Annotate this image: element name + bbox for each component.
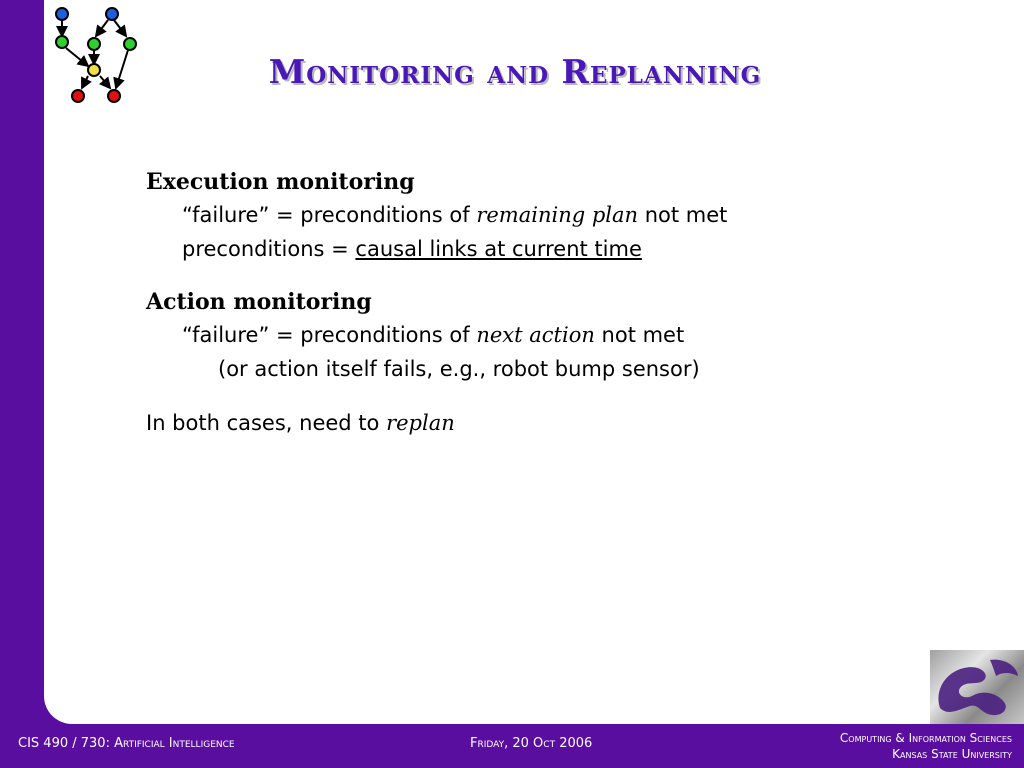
- execution-failure-line: [146, 198, 906, 232]
- footer-institution: [840, 730, 1012, 762]
- conclusion-line: [146, 406, 906, 440]
- footer-date: Friday, 20 Oct 2006: [470, 736, 593, 751]
- footer-course: CIS 490 / 730: Artificial Intelligence: [18, 736, 235, 751]
- slide-content: [146, 166, 906, 440]
- replan-term: replan: [386, 411, 455, 435]
- powercat-logo-icon: [930, 650, 1024, 724]
- conclusion-text: In both cases, need to: [146, 411, 387, 435]
- remaining-plan-term: remaining plan: [476, 203, 639, 227]
- graph-logo-icon: [48, 4, 140, 108]
- action-itself-fails-line: (or action itself fails, e.g., robot bump sensor): [218, 357, 700, 381]
- action-failure-suffix: not met: [594, 323, 685, 347]
- action-failure-line: [146, 318, 906, 352]
- left-frame: [0, 0, 44, 768]
- footer-department: Computing & Information Sciences: [839, 731, 1012, 745]
- slide-title: Monitoring and Replanning: [268, 52, 762, 91]
- execution-failure-suffix: not met: [638, 203, 728, 227]
- next-action-term: next action: [476, 323, 595, 347]
- action-monitoring-heading: Action monitoring: [146, 289, 372, 315]
- footer-university: Kansas State University: [892, 747, 1012, 761]
- execution-monitoring-heading: Execution monitoring: [146, 169, 415, 195]
- action-failure-text: “failure” = preconditions of: [182, 323, 477, 347]
- causal-links-term: causal links at current time: [355, 237, 642, 261]
- preconditions-text: preconditions =: [182, 237, 356, 261]
- execution-preconditions-line: [146, 232, 906, 266]
- execution-failure-text: “failure” = preconditions of: [182, 203, 477, 227]
